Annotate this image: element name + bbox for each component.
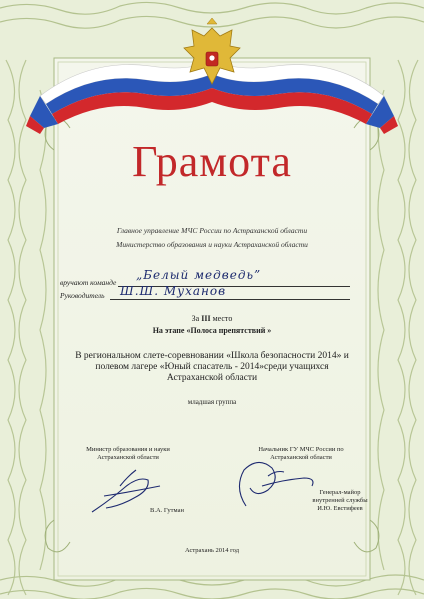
certificate-title: Грамота	[132, 137, 292, 186]
leader-value: Ш.Ш. Муханов	[120, 284, 227, 298]
body-line-2: полевом лагере «Юный спасатель - 2014»среди учащихся	[95, 362, 329, 372]
right-rank-line-1: Генерал-майор	[319, 489, 361, 496]
issuer-line-2: Министерство образования и науки Астраханской области	[116, 240, 308, 249]
place-prefix: За	[191, 314, 200, 323]
right-signatory-title	[236, 446, 366, 462]
footer-place-year: Астрахань 2014 год	[184, 547, 240, 554]
place-suffix: место	[212, 314, 233, 323]
issuer-line-1: Главное управление МЧС России по Астраханской области	[116, 226, 308, 235]
place-number: III	[201, 314, 211, 323]
leader-underline	[110, 299, 350, 300]
left-title-line-2: Астраханской области	[97, 454, 159, 461]
team-label: вручают команде	[60, 278, 117, 287]
group-label: младшая группа	[187, 398, 237, 406]
stage-line: На этапе «Полоса препятствий »	[152, 326, 272, 335]
right-title-line-1: Начальник ГУ МЧС России по	[258, 446, 344, 453]
left-signatory-name: В.А. Гутман	[150, 507, 184, 514]
body-line-3: Астраханской области	[166, 373, 258, 383]
left-signatory-title	[68, 446, 188, 462]
right-signatory-name: И.Ю. Евстифеев	[317, 505, 363, 512]
right-rank-line-2: внутренней службы	[312, 497, 368, 504]
place-line	[0, 314, 424, 323]
left-title-line-1: Министр образования и науки	[86, 446, 170, 453]
body-line-1: В региональном слете-соревновании «Школа безопасности 2014» и	[75, 351, 349, 361]
leader-label: Руководитель	[60, 291, 105, 300]
team-value: „Белый медведь”	[136, 268, 262, 282]
right-signatory-rank	[300, 489, 380, 513]
right-title-line-2: Астраханской области	[270, 454, 332, 461]
